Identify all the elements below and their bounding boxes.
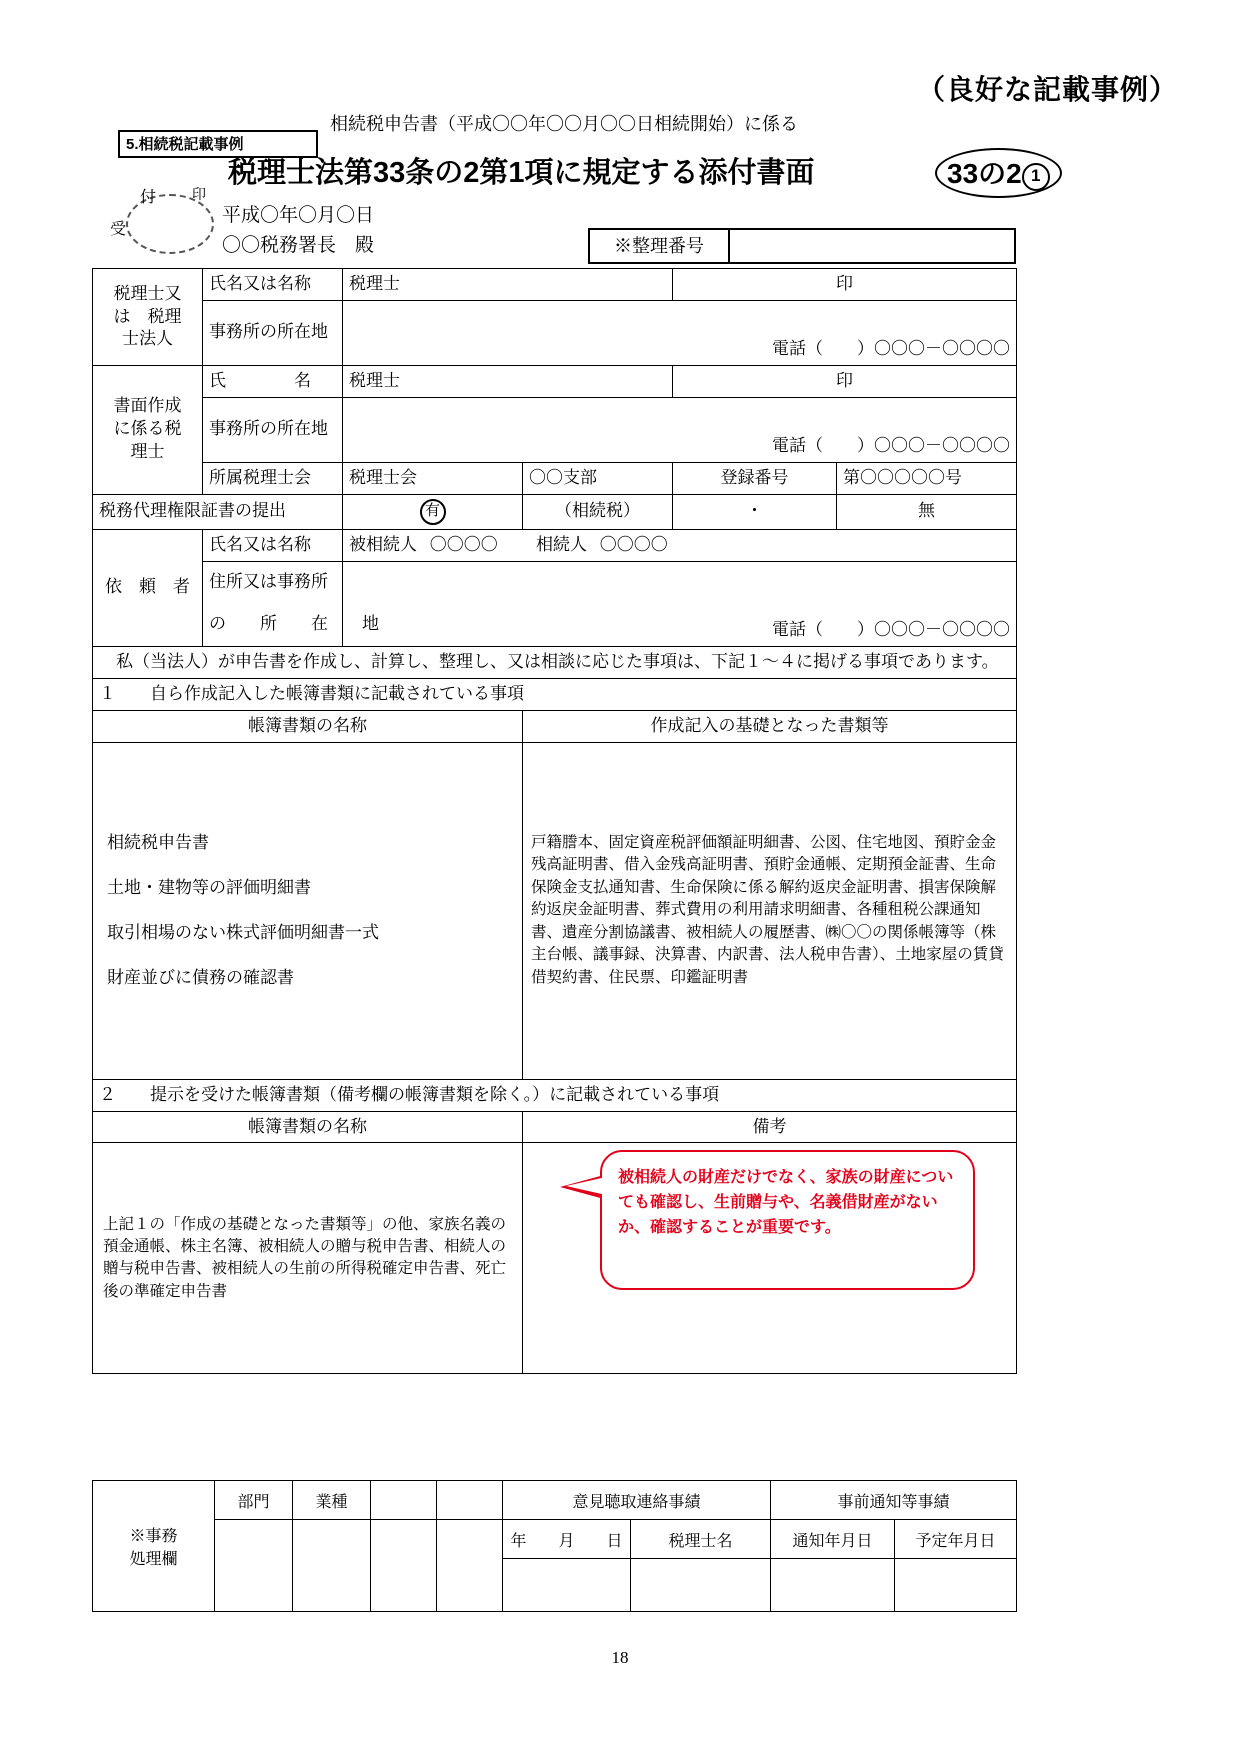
blank-cell-2 bbox=[437, 1481, 503, 1520]
list-item: 財産並びに債務の確認書 bbox=[107, 967, 294, 987]
blank-value-2 bbox=[437, 1520, 503, 1612]
list-item: 取引相場のない株式評価明細書一式 bbox=[107, 922, 379, 942]
value-tax-accountant-name: 税理士 bbox=[343, 269, 673, 301]
row-writer-name bbox=[93, 365, 1017, 397]
notice-date-label: 通知年月日 bbox=[771, 1520, 895, 1559]
value-proxy-no: 無 bbox=[837, 494, 1017, 529]
value-association: 税理士会 bbox=[343, 462, 523, 494]
control-number-box bbox=[588, 228, 1016, 264]
label-office-address-1: 事務所の所在地 bbox=[203, 300, 343, 365]
label-decedent: 被相続人 bbox=[349, 534, 417, 554]
row-proxy-certificate bbox=[93, 494, 1017, 529]
receipt-stamp-ju: 受 bbox=[110, 221, 127, 238]
tax-office-line: 〇〇税務署長 殿 bbox=[222, 235, 375, 256]
label-proxy-certificate: 税務代理権限証書の提出 bbox=[93, 494, 343, 529]
label-client-name: 氏名又は名称 bbox=[203, 529, 343, 561]
value-office-tel-2: 電話（ ）〇〇〇－〇〇〇〇 bbox=[343, 397, 1017, 462]
value-heir: 〇〇〇〇 bbox=[599, 534, 668, 554]
label-writer-name: 氏 名 bbox=[203, 365, 343, 397]
section-tag: 5.相続税記載事例 bbox=[118, 130, 318, 158]
label-association: 所属税理士会 bbox=[203, 462, 343, 494]
row-tax-accountant-address bbox=[93, 300, 1017, 365]
value-association-branch: 〇〇支部 bbox=[523, 462, 673, 494]
value-office-tel-1: 電話（ ）〇〇〇－〇〇〇〇 bbox=[343, 300, 1017, 365]
section2-left-text: 上記１の「作成の基礎となった書類等」の他、家族名義の預金通帳、株主名簿、被相続人の贈与税申告書、相続人の贈与税申告書、被相続人の生前の所得税確定申告書、死亡後の準確定申告書 bbox=[93, 1143, 523, 1374]
list-item: 相続税申告書 bbox=[107, 832, 209, 852]
label-heir: 相続人 bbox=[536, 534, 587, 554]
section1-left-list bbox=[93, 742, 523, 1079]
section1-heading: １ 自ら作成記入した帳簿書類に記載されている事項 bbox=[93, 678, 1017, 710]
filing-date: 平成〇年〇月〇日 bbox=[222, 205, 375, 226]
dept-label: 部門 bbox=[215, 1481, 293, 1520]
section2-col1-head: 帳簿書類の名称 bbox=[93, 1111, 523, 1143]
opinion-accountant-label: 税理士名 bbox=[631, 1520, 771, 1559]
form-number-badge bbox=[935, 148, 1062, 198]
planned-date-value bbox=[895, 1559, 1017, 1612]
value-client-names bbox=[343, 529, 1017, 561]
office-use-head-row bbox=[93, 1481, 1017, 1520]
row-client-address-label bbox=[93, 561, 1017, 604]
row-section1-heading bbox=[93, 678, 1017, 710]
opinion-accountant-value bbox=[631, 1559, 771, 1612]
office-use-table bbox=[92, 1480, 1017, 1612]
prior-group-label: 事前通知等事績 bbox=[771, 1481, 1017, 1520]
label-tax-accountant: 税理士又 は 税理 士法人 bbox=[93, 269, 203, 366]
office-use-subhead-row bbox=[93, 1520, 1017, 1559]
row-statement bbox=[93, 646, 1017, 678]
value-proxy-kind: （相続税） bbox=[523, 494, 673, 529]
row-association bbox=[93, 462, 1017, 494]
proxy-yes-circled: 有 bbox=[420, 499, 446, 525]
section2-col2-head: 備考 bbox=[523, 1111, 1017, 1143]
page-title: 税理士法第33条の2第1項に規定する添付書面 bbox=[228, 157, 815, 189]
office-use-label: ※事務 処理欄 bbox=[93, 1481, 215, 1612]
label-writer-accountant: 書面作成 に係る税 理士 bbox=[93, 365, 203, 494]
value-proxy-yes bbox=[343, 494, 523, 529]
seal-mark-2: 印 bbox=[673, 365, 1017, 397]
label-registration-no: 登録番号 bbox=[673, 462, 837, 494]
value-proxy-dot: ・ bbox=[673, 494, 837, 529]
label-client-address-1: 住所又は事務所 bbox=[203, 561, 343, 604]
row-writer-address bbox=[93, 397, 1017, 462]
value-writer-name: 税理士 bbox=[343, 365, 673, 397]
callout-note: 被相続人の財産だけでなく、家族の財産についても確認し、生前贈与や、名義借財産がないか、確認することが重要です。 bbox=[600, 1150, 975, 1290]
row-section1-body bbox=[93, 742, 1017, 1079]
value-client-tel: 電話（ ）〇〇〇－〇〇〇〇 bbox=[343, 561, 1017, 646]
row-tax-accountant-name bbox=[93, 269, 1017, 301]
form-number-text: 33の2 bbox=[947, 158, 1022, 189]
receipt-stamp bbox=[110, 180, 220, 260]
planned-date-label: 予定年月日 bbox=[895, 1520, 1017, 1559]
industry-value bbox=[293, 1520, 371, 1612]
opinion-group-label: 意見聴取連絡事績 bbox=[503, 1481, 771, 1520]
opinion-date-value bbox=[503, 1559, 631, 1612]
page-number: 18 bbox=[611, 1648, 629, 1667]
form-number-circled: 1 bbox=[1022, 163, 1050, 191]
good-example-label: （良好な記載事例） bbox=[916, 75, 1178, 106]
value-decedent: 〇〇〇〇 bbox=[429, 534, 498, 554]
label-office-address-2: 事務所の所在地 bbox=[203, 397, 343, 462]
seal-mark-1: 印 bbox=[673, 269, 1017, 301]
notice-date-value bbox=[771, 1559, 895, 1612]
dept-value bbox=[215, 1520, 293, 1612]
label-client: 依 頼 者 bbox=[93, 529, 203, 646]
receipt-stamp-fu: 付 bbox=[140, 189, 157, 206]
section1-right-text: 戸籍謄本、固定資産税評価額証明細書、公図、住宅地図、預貯金金残高証明書、借入金残高証明書、預貯金通帳、定期預金証書、生命保険金支払通知書、生命保険に係る解約返戻金証明書、損害保険解約返戻金証明書、葬式費用の利用請求明細書、各種租税公課通知書、遺産分割協議書、被相続人の履歴書、㈱〇〇の関係帳簿等（株主台帳、議事録、決算書、内訳書、法人税申告書）、土地家屋の賃貸借契約書、住民票、印鑑証明書 bbox=[523, 742, 1017, 1079]
industry-label: 業種 bbox=[293, 1481, 371, 1520]
label-name-or-title: 氏名又は名称 bbox=[203, 269, 343, 301]
section1-col2-head: 作成記入の基礎となった書類等 bbox=[523, 710, 1017, 742]
opinion-date-label: 年 月 日 bbox=[503, 1520, 631, 1559]
statement-text: 私（当法人）が申告書を作成し、計算し、整理し、又は相談に応じた事項は、下記１～４に掲げる事項であります。 bbox=[93, 646, 1017, 678]
blank-cell-1 bbox=[371, 1481, 437, 1520]
control-number-label: ※整理番号 bbox=[590, 230, 730, 262]
receipt-stamp-in: 印 bbox=[192, 188, 206, 203]
row-section2-colheads bbox=[93, 1111, 1017, 1143]
section1-col1-head: 帳簿書類の名称 bbox=[93, 710, 523, 742]
row-section2-heading bbox=[93, 1079, 1017, 1111]
blank-value-1 bbox=[371, 1520, 437, 1612]
section2-heading: ２ 提示を受けた帳簿書類（備考欄の帳簿書類を除く。）に記載されている事項 bbox=[93, 1079, 1017, 1111]
callout-tail-fill-icon bbox=[566, 1177, 606, 1195]
label-client-address-2: の 所 在 地 bbox=[203, 604, 343, 647]
row-section1-colheads bbox=[93, 710, 1017, 742]
row-client-name bbox=[93, 529, 1017, 561]
value-registration-no: 第〇〇〇〇〇号 bbox=[837, 462, 1017, 494]
subtitle-line: 相続税申告書（平成〇〇年〇〇月〇〇日相続開始）に係る bbox=[330, 114, 798, 134]
list-item: 土地・建物等の評価明細書 bbox=[107, 877, 311, 897]
